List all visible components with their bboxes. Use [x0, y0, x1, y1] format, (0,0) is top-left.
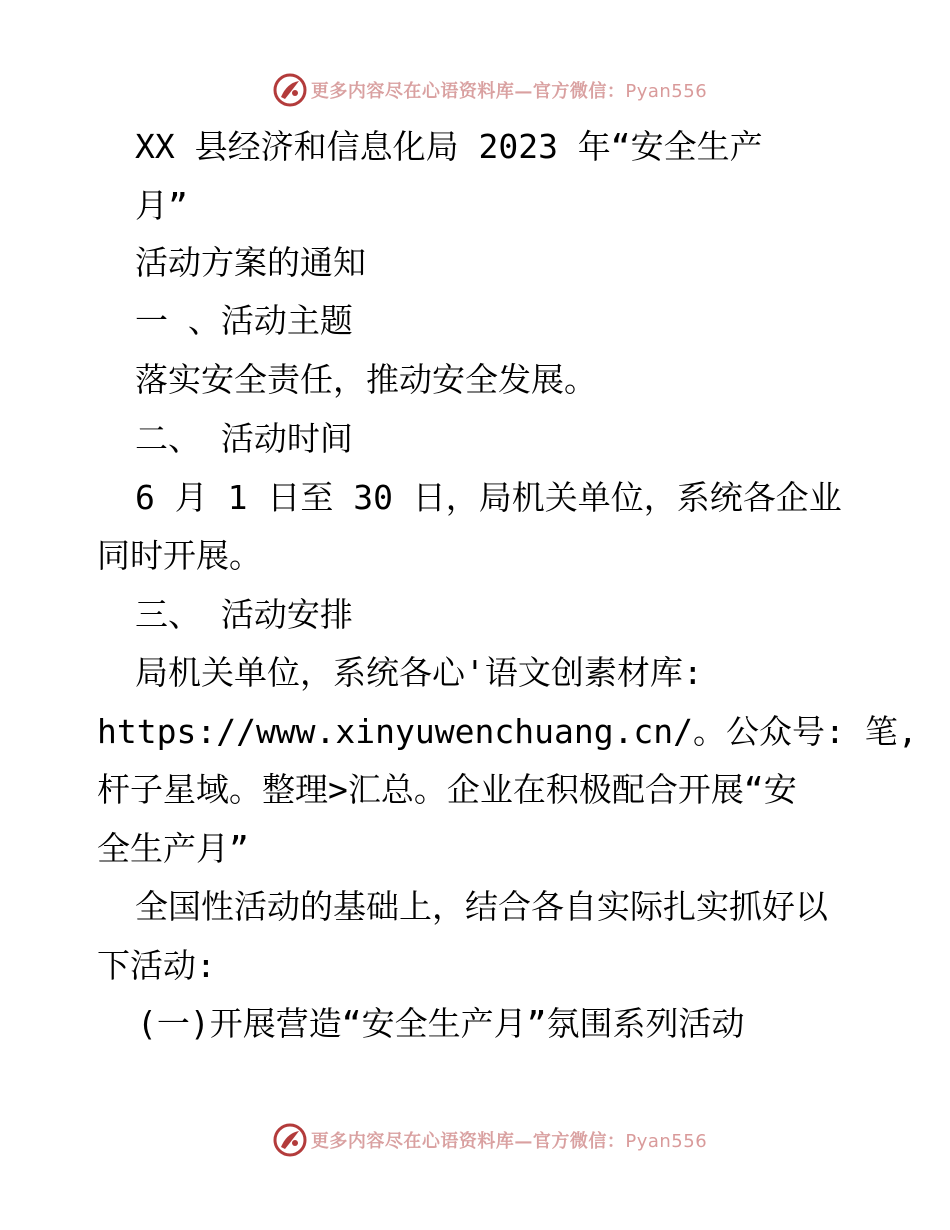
footer-watermark-inner — [273, 1123, 707, 1157]
watermark-wechat-id: Pyan556 — [625, 1131, 708, 1152]
title-line-1: XX 县经济和信息化局 2023 年“安全生产 — [135, 127, 763, 166]
section-3-body-line-6: 下活动: — [97, 946, 216, 985]
section-3-heading: 三、 活动安排 — [135, 595, 353, 634]
section-2-heading: 二、 活动时间 — [135, 419, 353, 458]
section-3-body-line-2: https://www.xinyuwenchuang.cn/。公众号: 笔, — [97, 712, 918, 751]
watermark-official-text: 官方微信： — [532, 1131, 626, 1152]
section-3-body-line-3: 杆子星域。整理>汇总。企业在积极配合开展“安 — [97, 770, 797, 809]
section-3-body-line-1: 局机关单位，系统各心'语文创素材库: — [135, 653, 703, 692]
watermark-text — [311, 77, 707, 103]
section-3-body-line-5: 全国性活动的基础上，结合各自实际扎实抓好以 — [135, 887, 828, 926]
watermark-wechat-id: Pyan556 — [625, 81, 708, 102]
section-2-body-line-2: 同时开展。 — [97, 536, 262, 575]
header-watermark-inner — [273, 73, 707, 107]
watermark-main-text: 更多内容尽在心语资料库 — [310, 1131, 515, 1152]
watermark-dash: — — [514, 81, 533, 102]
section-1-body: 落实安全责任，推动安全发展。 — [135, 360, 597, 399]
section-2-body-line-1: 6 月 1 日至 30 日，局机关单位，系统各企业 — [135, 478, 842, 517]
footer-watermark-banner — [0, 1120, 950, 1160]
header-watermark-banner — [0, 70, 950, 110]
watermark-main-text: 更多内容尽在心语资料库 — [310, 81, 515, 102]
watermark-official-text: 官方微信： — [532, 81, 626, 102]
watermark-text — [311, 1127, 707, 1153]
section-3-body-line-4: 全生产月” — [97, 829, 249, 868]
red-seal-logo-icon — [273, 1123, 307, 1157]
watermark-dash: — — [514, 1131, 533, 1152]
subsection-1-heading: (一)开展营造“安全生产月”氛围系列活动 — [137, 1004, 745, 1043]
red-seal-logo-icon — [273, 73, 307, 107]
title-line-2: 月” — [135, 186, 188, 225]
title-line-3: 活动方案的通知 — [135, 243, 366, 282]
section-1-heading: 一 、活动主题 — [135, 301, 353, 340]
